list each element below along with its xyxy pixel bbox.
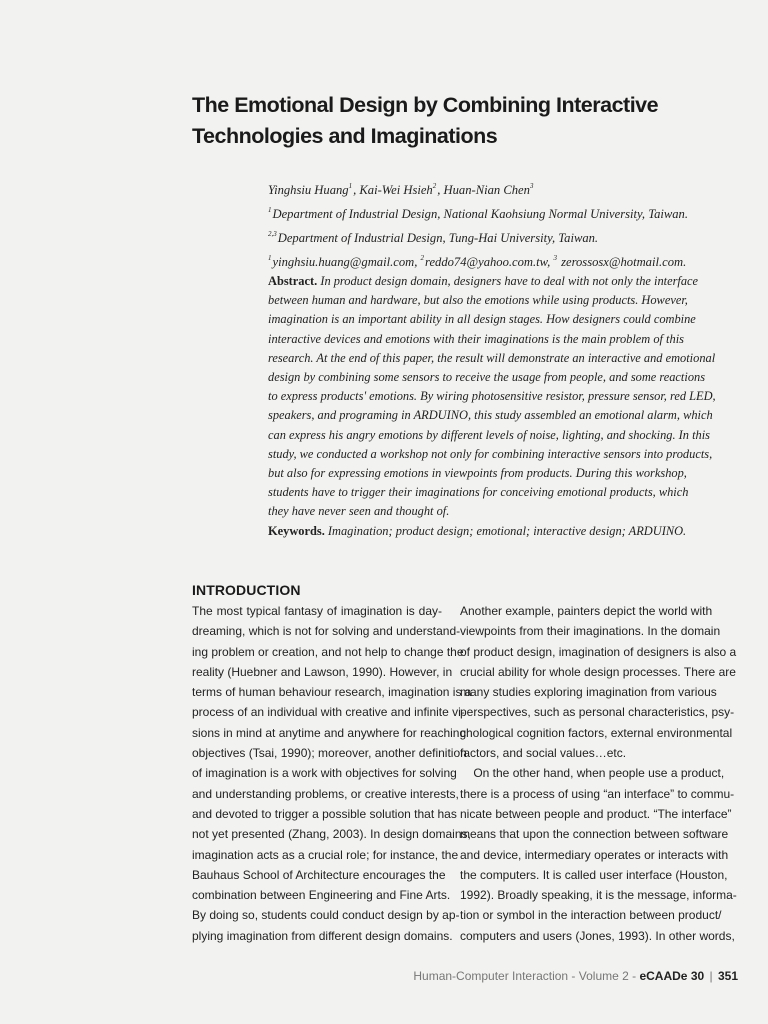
abstract-line: they have never seen and thought of. [268,504,450,519]
author-block [268,176,728,272]
abstract-line: interactive devices and emotions with their imaginations is the main problem of this [268,331,684,346]
abstract-line: imagination is an important ability in all design stages. How designers could combine [268,312,696,327]
body-line: and devoted to trigger a possible solution that has [192,806,457,821]
abstract-line: research. At the end of this paper, the result will demonstrate an interactive and emotional [268,350,716,365]
abstract-line: students have to trigger their imaginations for conceiving emotional products, which [268,485,689,500]
body-line: 1992). Broadly speaking, it is the message, informa- [460,888,737,903]
abstract-line: design by combining some sensors to receive the usage from people, and some reactions [268,370,706,385]
page-footer [413,969,738,983]
keywords-text: Imagination; product design; emotional; interactive design; ARDUINO. [324,523,687,538]
page-number: 351 [717,969,738,983]
body-line: means that upon the connection between software [460,827,729,842]
body-line: and device, intermediary operates or interacts with [460,847,729,862]
body-line: many studies exploring imagination from various [460,685,717,700]
body-line: By doing so, students could conduct design by ap- [192,908,460,923]
affiliation-1: $^1$Department of Industrial Design, National Kaohsiung Normal University, Taiwan. [268,206,689,221]
body-line: dreaming, which is not for solving and understand- [192,624,461,639]
body-line: of product design, imagination of designers is also a [460,644,737,659]
body-line: and understanding problems, or creative interests, [192,786,459,801]
abstract-line: speakers, and programing in ARDUINO, this study assembled an emotional alarm, which [268,408,713,423]
footer-conference: eCAADe 30 [639,969,705,983]
affiliation-2: $^{2,3}$Department of Industrial Design, Tung-Hai University, Taiwan. [268,230,599,245]
body-line: Bauhaus School of Architecture encourages the [192,867,446,882]
body-line: nicate between people and product. “The interface” [460,806,732,821]
author-emails: $^1$yinghsiu.huang@gmail.com, $^2$reddo74@yahoo.com.tw, $^3$ zerossosx@hotmail.com. [268,254,687,269]
body-line: combination between Engineering and Fine Arts. [192,888,451,903]
body-line: ing problem or creation, and not help to change the [192,644,464,659]
body-line: imagination acts as a crucial role; for instance, the [192,847,459,862]
abstract-line: between human and hardware, but also the emotions while using products. However, [268,293,688,308]
body-line: Another example, painters depict the world with [460,604,713,618]
body-column-left [192,601,472,946]
footer-journal: Human-Computer Interaction - Volume 2 - [413,969,640,983]
keywords-label: Keywords. [268,523,325,538]
body-line: the computers. It is called user interface (Houston, [460,867,728,882]
body-line: crucial ability for whole design processes. There are [460,664,736,679]
body-line: sions in mind at anytime and anywhere for reaching [192,725,467,740]
body-line: The most typical fantasy of imagination is day- [192,604,442,618]
body-line: process of an individual with creative and infinite vi- [192,705,465,720]
body-line: terms of human behaviour research, imagination is a [192,685,472,700]
body-line: tion or symbol in the interaction between product/ [460,908,722,923]
body-column-right [460,601,737,946]
abstract-label: Abstract. [268,274,318,288]
abstract-line: can express his angry emotions by different levels of noise, lighting, and shocking. In this [268,427,710,442]
body-line: objectives (Tsai, 1990); moreover, another definition [192,746,467,761]
body-line: not yet presented (Zhang, 2003). In design domains, [192,827,471,842]
body-line: factors, and social values…etc. [460,746,627,761]
body-line: computers and users (Jones, 1993). In other words, [460,928,735,943]
body-line: there is a process of using “an interface” to commu- [460,786,735,801]
body-line: chological cognition factors, external environmental [460,725,733,740]
body-line: reality (Huebner and Lawson, 1990). However, in [192,664,453,679]
keywords [268,522,738,541]
abstract [268,272,738,541]
title-line-1: The Emotional Design by Combining Interactive [192,93,659,117]
author-names: Yinghsiu Huang$^1$, Kai-Wei Hsieh$^2$, Huan-Nian Chen$^3$ [268,182,534,197]
section-heading-introduction: INTRODUCTION [192,582,301,598]
abstract-line: but also for expressing emotions in viewpoints from products. During this workshop, [268,466,687,481]
body-line: of imagination is a work with objectives for solving [192,766,457,781]
footer-separator: | [706,969,716,983]
body-line: viewpoints from their imaginations. In the domain [460,624,721,639]
paper-title [192,90,712,152]
abstract-line: Abstract. In product design domain, designers have to deal with not only the interface [268,274,699,288]
abstract-line: study, we conducted a workshop not only for combining interactive sensors into products, [268,446,713,461]
body-line: plying imagination from different design domains. [192,928,453,943]
body-line: On the other hand, when people use a product, [460,766,725,781]
title-line-2: Technologies and Imaginations [192,124,498,148]
abstract-line: to express products' emotions. By wiring photosensitive resistor, pressure sensor, red LED, [268,389,716,404]
body-line: perspectives, such as personal characteristics, psy- [460,705,735,720]
